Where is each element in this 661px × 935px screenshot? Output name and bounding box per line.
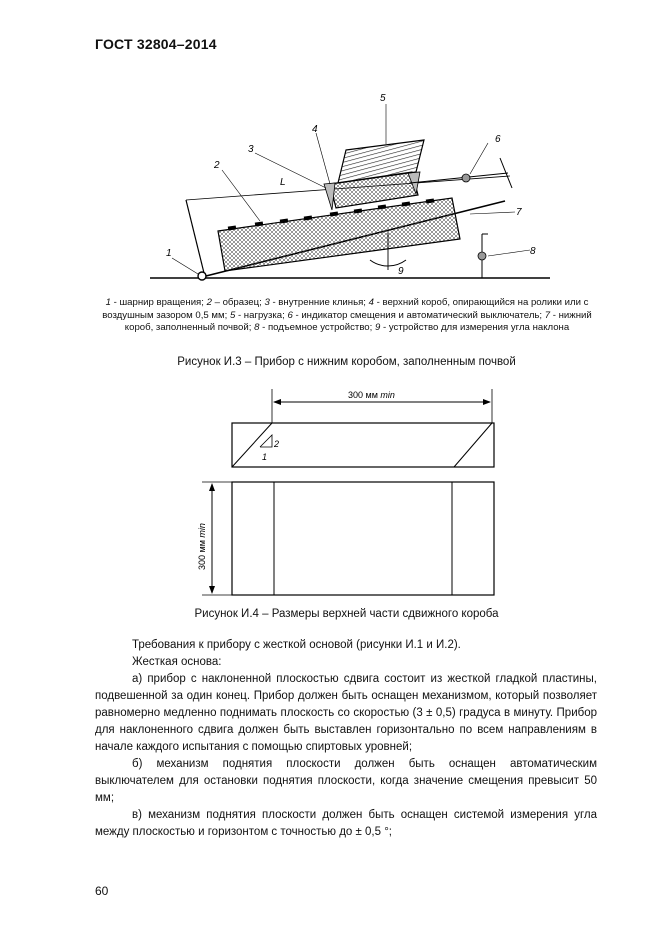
paragraph-requirements: Требования к прибору с жесткой основой (рисунки И.1 и И.2). [132, 639, 461, 651]
label-3: 3 [248, 144, 254, 155]
label-4: 4 [312, 124, 318, 135]
label-8: 8 [530, 246, 536, 257]
legend-text: – образец; [211, 297, 265, 308]
label-9: 9 [398, 266, 404, 277]
legend-num: 4 [368, 297, 374, 308]
width-dimension: 300 мм min [348, 390, 395, 400]
figure-3-caption: Рисунок И.3 – Прибор с нижним коробом, заполненным почвой [177, 356, 516, 368]
legend-text: - нижний короб, заполненный почвой; [124, 309, 592, 333]
legend-num: 5 [229, 309, 236, 321]
figure-3-diagram [140, 88, 560, 293]
document-header: ГОСТ 32804–2014 [95, 36, 217, 52]
legend-num: 1 [105, 297, 111, 308]
label-1: 1 [166, 248, 172, 259]
legend-num: 7 [544, 309, 551, 321]
upper-box-plan-view [232, 482, 494, 595]
legend-num: 3 [264, 297, 270, 308]
label-2: 2 [214, 160, 220, 171]
page-number: 60 [95, 884, 109, 898]
legend-text: - подъемное устройство; [259, 322, 375, 333]
legend-num: 2 [206, 297, 212, 308]
legend-text: - внутренние клинья; [269, 297, 369, 308]
legend-num: 8 [254, 322, 260, 333]
figure-3-legend [100, 297, 594, 335]
label-7: 7 [516, 207, 522, 218]
paragraph-item-b: б) механизм поднятия плоскости должен быть оснащен автоматическим выключателем для остановки поднятия плоскости, когда значение смещения превысит 50 мм; [95, 758, 597, 804]
lower-box [218, 198, 460, 271]
label-2: 2 [274, 439, 280, 449]
legend-text: - нагрузка; [235, 309, 288, 321]
paragraph-item-c: в) механизм поднятия плоскости должен быть оснащен системой измерения угла между плоскостью и горизонтом с точностью до ± 0,5 °; [95, 809, 597, 838]
label-5: 5 [380, 93, 386, 104]
length-mark: L [280, 177, 286, 188]
legend-text: - индикатор смещения и автоматический выключатель; [292, 309, 545, 321]
paragraph-rigid-base: Жесткая основа: [132, 656, 222, 668]
figure-4-caption: Рисунок И.4 – Размеры верхней части сдвижного короба [194, 608, 499, 620]
height-dimension: 300 мм min [197, 523, 207, 570]
label-6: 6 [495, 134, 501, 145]
legend-text: - шарнир вращения; [110, 297, 207, 308]
legend-text: - устройство для измерения угла наклона [380, 322, 570, 333]
label-1: 1 [262, 452, 268, 462]
legend-text: - верхний короб, опирающийся на ролики или с воздушным зазором 0,5 мм; [102, 297, 589, 321]
paragraph-item-a: а) прибор с наклоненной плоскостью сдвига состоит из жесткой гладкой пластины, подвешенной за один конец. Прибор должен быть оснащен механизмом, который позволяет равномерно медленно поднимать плоскость со скоростью (3 ± 0,5) градуса в минуту. Прибор для наклоненного сдвига должен быть выставлен горизонтально по всем направлениям в начале каждого испытания с помощью спиртовых уровней; [95, 673, 597, 753]
legend-num: 6 [287, 309, 293, 321]
figure-4-diagram [190, 385, 510, 605]
legend-num: 9 [374, 322, 381, 333]
upper-box-side-view [232, 423, 494, 467]
